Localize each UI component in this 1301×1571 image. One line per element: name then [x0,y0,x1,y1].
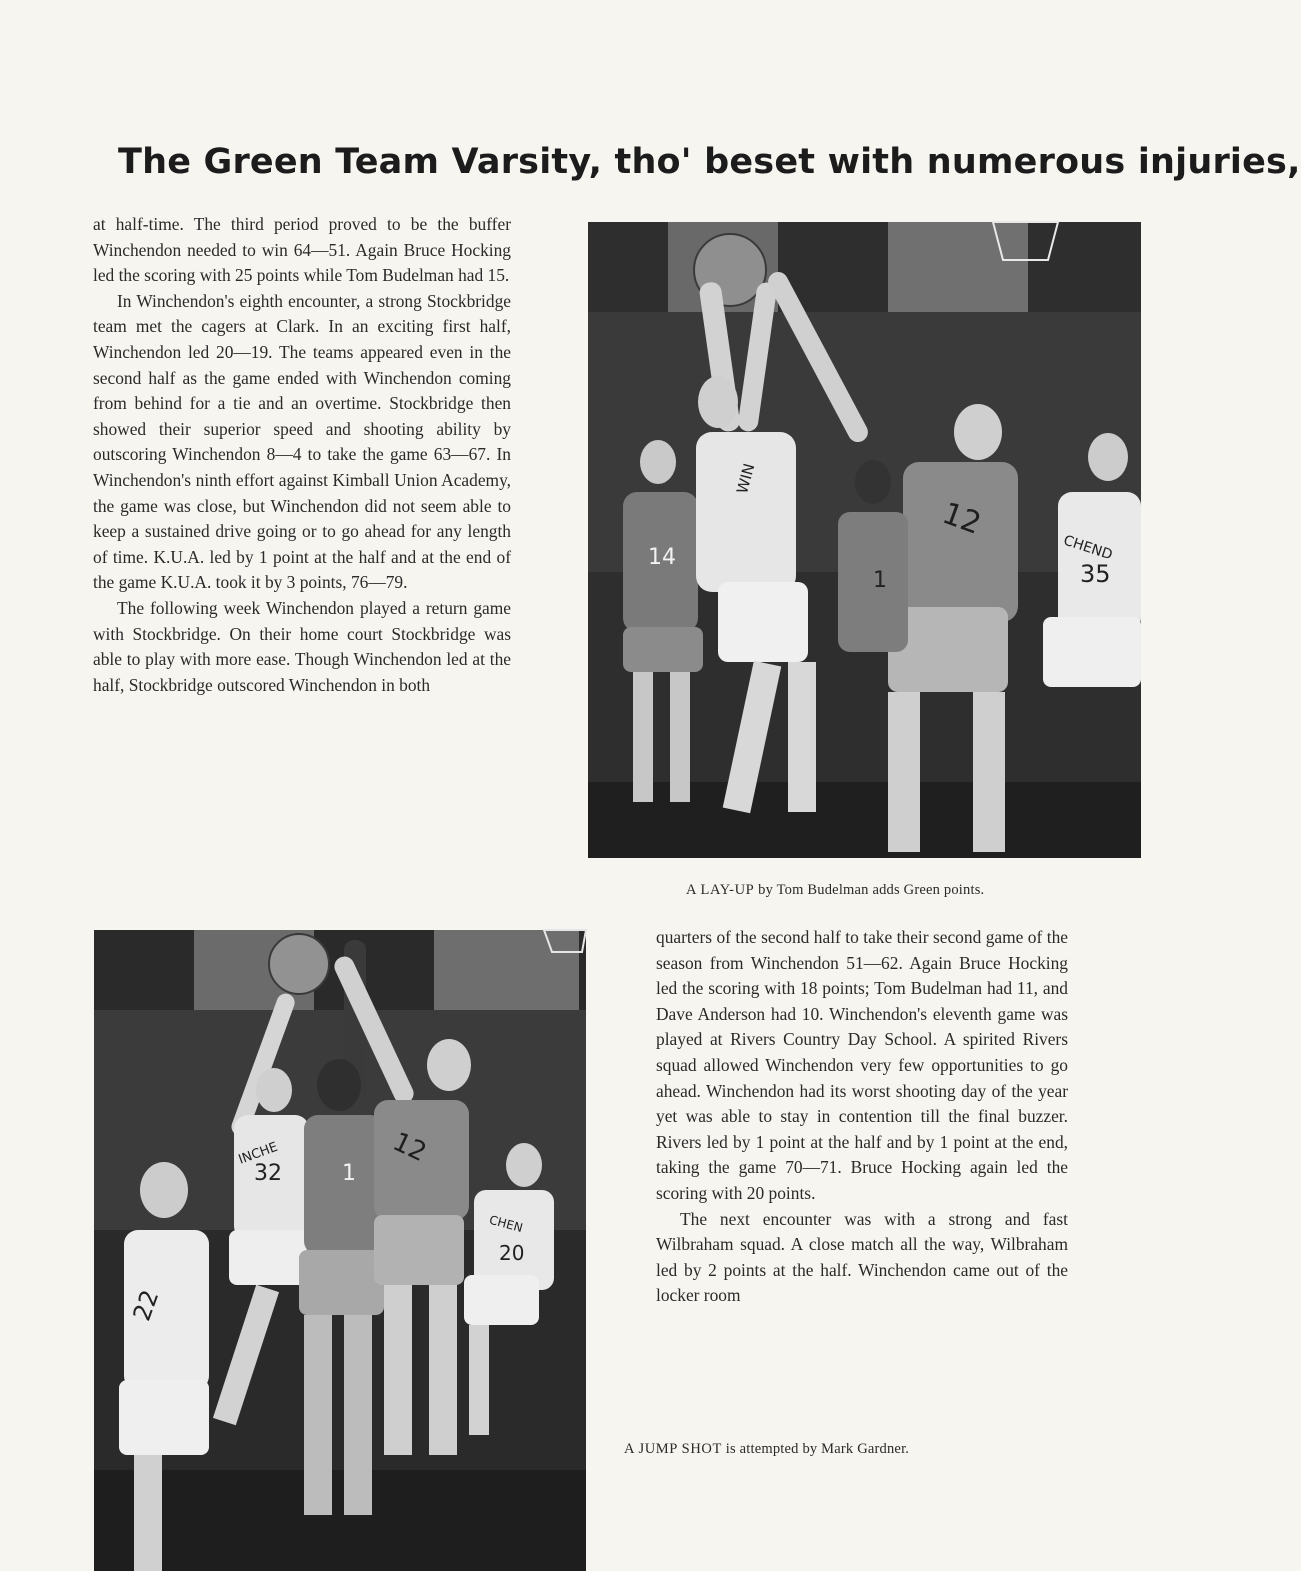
jersey-text: WIN [733,461,759,496]
jersey-number: 14 [648,545,676,570]
jersey-number: 35 [1080,560,1111,588]
jersey-number: 22 [127,1286,165,1325]
article-paragraph: quarters of the second half to take their second game of the season from Winchendon 51—62. Again Bruce Hocking led the scoring with 18 points; Tom Budelman had 11, and Dave Anderson had 10. Winchendon's eleventh game was played at Rivers Country Day School. A spirited Rivers squad allowed Winchendon very few opportunities to go ahead. Winchendon had its worst shooting day of the year yet was able to stay in contention till the final buzzer. Rivers led by 1 point at the half and by 1 point at the end, taking the game 70—71. Bruce Hocking again led the scoring with 20 points. [656,927,1068,1203]
caption-text: by Tom Budelman adds Green points. [754,882,985,898]
jersey-number: 1 [342,1161,356,1186]
article-column-left [93,212,511,698]
jersey-number: 12 [937,495,986,542]
jersey-text: CHEND [1061,532,1115,564]
layup-photo [588,222,1141,858]
page-headline: The Green Team Varsity, tho' beset with numerous injuries, [118,142,1301,182]
jersey-number: 1 [873,568,887,593]
caption-text: is attempted by Mark Gardner. [721,1441,910,1457]
jersey-text: INCHE [236,1139,280,1168]
caption-lead: A JUMP SHOT [624,1441,722,1457]
article-column-right [656,925,1068,1309]
jersey-number: 32 [254,1161,282,1186]
layup-photo-graphic [588,222,1141,858]
jersey-text: CHEN [487,1212,525,1236]
article-paragraph: The following week Winchendon played a return game with Stockbridge. On their home court Stockbridge was able to play with more ease. Though Winchendon led at the half, Stockbridge outscored Winchendon in both [93,597,511,695]
jersey-number: 20 [499,1241,525,1265]
caption-lead: A LAY-UP [686,882,755,898]
article-paragraph: In Winchendon's eighth encounter, a strong Stockbridge team met the cagers at Clark. In an exciting first half, Winchendon led 20—19. The teams appeared even in the second half as the game ended with Winchendon coming from behind for a tie and an overtime. Stockbridge then showed their superior speed and shooting ability by outscoring Winchendon 8—4 to take the game 63—67. In Winchendon's ninth effort against Kimball Union Academy, the game was close, but Winchendon did not seem able to keep a sustained drive going or to go ahead for any length of time. K.U.A. led by 1 point at the half and at the end of the game K.U.A. took it by 3 points, 76—79. [93,290,511,593]
jump-shot-photo [94,930,586,1571]
jersey-number: 12 [388,1126,431,1169]
jump-shot-photo-graphic [94,930,586,1571]
article-paragraph: at half-time. The third period proved to be the buffer Winchendon needed to win 64—51. Again Bruce Hocking led the scoring with 25 points while Tom Budelman had 15. [93,214,511,286]
article-paragraph: The next encounter was with a strong and fast Wilbraham squad. A close match all the way, Wilbraham led by 2 points at the half. Winchendon came out of the locker room [656,1208,1068,1306]
layup-caption [686,882,984,899]
jump-shot-caption [624,1441,909,1458]
